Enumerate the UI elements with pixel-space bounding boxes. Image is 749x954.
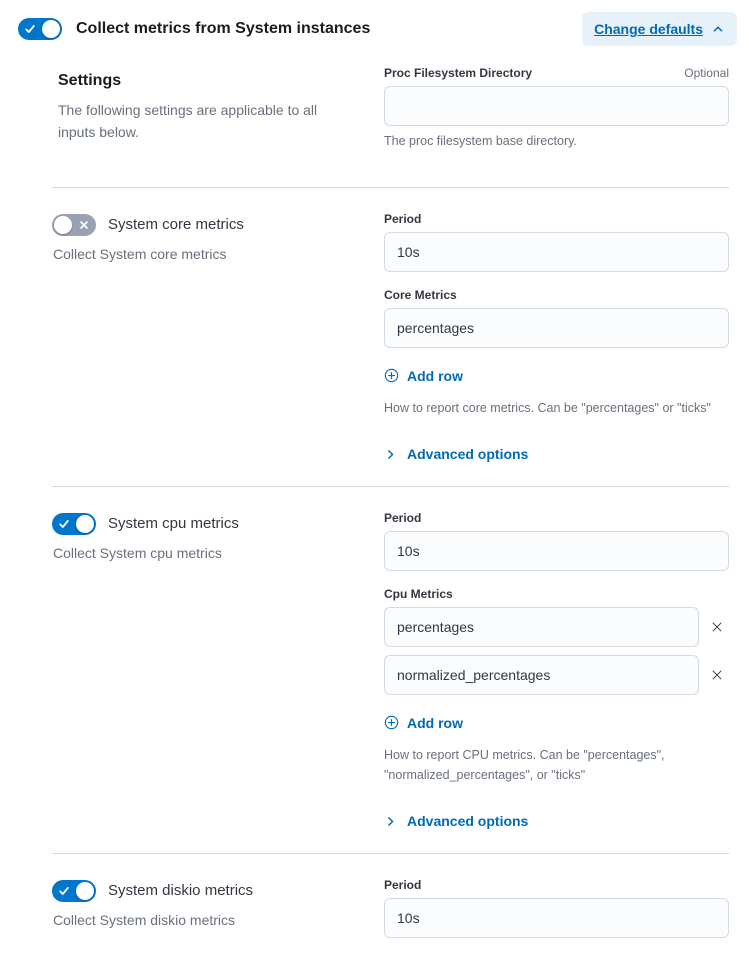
diskio-metrics-toggle[interactable] <box>52 880 96 902</box>
cpu-metrics-section <box>52 511 729 833</box>
core-advanced-options-button[interactable] <box>384 446 528 462</box>
page-title: Collect metrics from System instances <box>76 20 371 37</box>
change-defaults-label: Change defaults <box>594 21 703 37</box>
cpu-metrics-description: Collect System cpu metrics <box>53 544 222 561</box>
plus-circle-icon <box>384 368 399 383</box>
general-settings-section <box>52 66 729 167</box>
core-period-input[interactable] <box>384 232 729 272</box>
diskio-metrics-left <box>52 878 364 954</box>
chevron-right-icon <box>384 448 397 461</box>
section-divider <box>52 853 729 854</box>
toggle-knob <box>76 515 94 533</box>
metric-row <box>384 607 729 647</box>
cpu-period-field <box>384 511 729 571</box>
collect-metrics-toggle[interactable] <box>18 18 62 40</box>
section-divider <box>52 486 729 487</box>
core-add-row-button[interactable] <box>384 368 463 384</box>
core-metrics-description: Collect System core metrics <box>53 245 227 262</box>
collect-metrics-header <box>0 0 749 56</box>
cpu-metric-input-1[interactable] <box>384 655 699 695</box>
diskio-metrics-section <box>52 878 729 954</box>
chevron-up-icon <box>711 22 725 36</box>
chevron-right-icon <box>384 815 397 828</box>
proc-filesystem-help: The proc filesystem base directory. <box>384 134 577 148</box>
cpu-add-row-button[interactable] <box>384 715 463 731</box>
period-label: Period <box>384 211 422 226</box>
core-metrics-title: System core metrics <box>108 216 244 234</box>
add-row-label: Add row <box>407 714 463 731</box>
diskio-metrics-description: Collect System diskio metrics <box>53 911 236 928</box>
toggle-knob <box>42 20 60 38</box>
remove-row-button[interactable] <box>705 615 729 639</box>
core-metrics-left <box>52 212 364 466</box>
period-label: Period <box>384 877 422 892</box>
cpu-metrics-toggle[interactable] <box>52 513 96 535</box>
settings-heading: Settings <box>58 72 122 89</box>
proc-filesystem-field <box>384 66 729 151</box>
toggle-knob <box>76 882 94 900</box>
cpu-metric-input-0[interactable] <box>384 607 699 647</box>
proc-filesystem-label: Proc Filesystem Directory <box>384 66 533 80</box>
diskio-period-input[interactable] <box>384 898 729 938</box>
optional-badge: Optional <box>684 66 729 80</box>
cpu-metrics-help: How to report CPU metrics. Can be "percentages", "normalized_percentages", or "ticks" <box>384 748 665 783</box>
check-icon <box>58 885 70 897</box>
general-settings-right <box>384 66 729 167</box>
core-metrics-toggle[interactable] <box>52 214 96 236</box>
advanced-options-label: Advanced options <box>407 446 529 463</box>
add-row-label: Add row <box>407 367 463 384</box>
core-metrics-section <box>52 212 729 466</box>
diskio-metrics-title: System diskio metrics <box>108 882 254 900</box>
close-icon <box>710 668 724 682</box>
check-icon <box>58 518 70 530</box>
core-metrics-help: How to report core metrics. Can be "percentages" or "ticks" <box>384 401 711 416</box>
cpu-metrics-right <box>384 511 729 833</box>
advanced-options-label: Advanced options <box>407 813 529 830</box>
core-metrics-list-label: Core Metrics <box>384 287 457 302</box>
cpu-metrics-list-label: Cpu Metrics <box>384 586 453 601</box>
check-icon <box>24 23 36 35</box>
settings-body <box>0 56 749 954</box>
core-metric-input-0[interactable] <box>384 308 729 348</box>
toggle-knob <box>54 216 72 234</box>
cross-icon <box>78 219 90 231</box>
core-metrics-right <box>384 212 729 466</box>
cpu-advanced-options-button[interactable] <box>384 813 528 829</box>
core-period-field <box>384 212 729 272</box>
cpu-period-input[interactable] <box>384 531 729 571</box>
plus-circle-icon <box>384 715 399 730</box>
cpu-metrics-list-field <box>384 587 729 786</box>
proc-filesystem-input[interactable] <box>384 86 729 126</box>
close-icon <box>710 620 724 634</box>
remove-row-button[interactable] <box>705 663 729 687</box>
settings-description: The following settings are applicable to all inputs below. <box>58 102 318 140</box>
diskio-period-field <box>384 878 729 938</box>
metric-row <box>384 655 729 695</box>
cpu-metrics-left <box>52 511 364 833</box>
general-settings-left <box>52 66 364 167</box>
diskio-metrics-right <box>384 878 729 954</box>
change-defaults-button[interactable] <box>582 12 737 46</box>
core-metrics-list-field <box>384 288 729 419</box>
metric-row <box>384 308 729 348</box>
period-label: Period <box>384 510 422 525</box>
cpu-metrics-title: System cpu metrics <box>108 515 239 533</box>
section-divider <box>52 187 729 188</box>
